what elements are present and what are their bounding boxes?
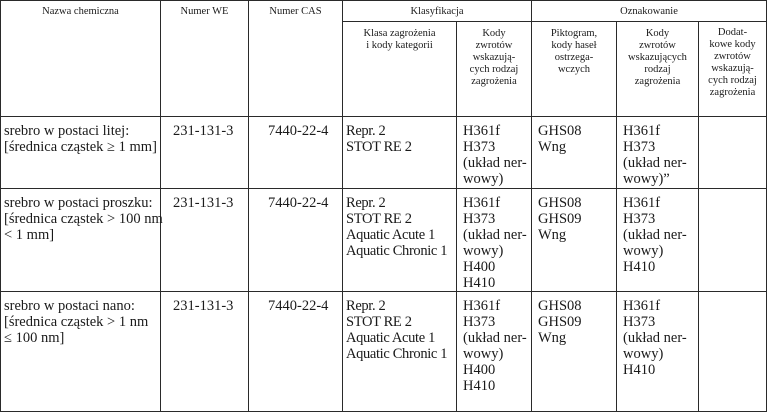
- text-line: kody haseł: [551, 40, 597, 51]
- text-line: kowe kody: [709, 39, 756, 50]
- cell-supplementary-codes: [699, 292, 767, 412]
- cell-hazard-class: [343, 189, 457, 292]
- text-line: Kody: [482, 28, 506, 39]
- text-line: H373: [623, 211, 656, 227]
- cell-label-statement-codes: [617, 117, 699, 189]
- text-line: Wng: [538, 139, 567, 155]
- text-line: Aquatic Acute 1: [346, 330, 435, 346]
- text-line: (układ ner-: [623, 227, 687, 243]
- text-line: wczych: [557, 64, 591, 75]
- text-line: H410: [463, 378, 496, 394]
- text-line: Piktogram,: [550, 28, 598, 39]
- table-row: [1, 117, 767, 189]
- text-line: Aquatic Acute 1: [346, 227, 435, 243]
- text-line: H410: [463, 275, 496, 291]
- cell-pictogram-signal-word: [532, 292, 617, 412]
- cell-hazard-statement-codes: [457, 117, 532, 189]
- text-line: H373: [623, 139, 656, 155]
- header-hazard-class: [343, 22, 457, 117]
- header-label-statement-codes: [617, 22, 699, 117]
- text-line: wowy): [623, 346, 664, 362]
- text-line: H410: [623, 362, 656, 378]
- text-line: < 1 mm]: [4, 227, 55, 243]
- text-line: H373: [463, 314, 496, 330]
- text-line: GHS08: [538, 298, 582, 314]
- text-line: STOT RE 2: [346, 211, 412, 227]
- cell-pictogram-signal-word: [532, 117, 617, 189]
- cell-hazard-statement-codes: [457, 189, 532, 292]
- text-line: srebro w postaci litej:: [4, 123, 130, 139]
- text-line: H361f: [463, 298, 501, 314]
- cell-hazard-class: [343, 117, 457, 189]
- text-line: wowy)”: [623, 171, 670, 187]
- cell-pictogram-signal-word: [532, 189, 617, 292]
- cell-chemical-name: [1, 189, 161, 292]
- text-line: zagrożenia: [471, 76, 517, 87]
- text-line: srebro w postaci nano:: [4, 298, 135, 314]
- text-line: (układ ner-: [623, 330, 687, 346]
- text-line: Aquatic Chronic 1: [346, 346, 448, 362]
- text-line: (układ ner-: [623, 155, 687, 171]
- header-ec-number: Numer WE: [161, 1, 249, 117]
- text-line: GHS09: [538, 314, 582, 330]
- text-line: wskazują-: [472, 52, 516, 63]
- cell-cas-number: 7440-22-4: [249, 292, 343, 412]
- text-line: (układ ner-: [463, 330, 527, 346]
- header-pictogram-signal-word: [532, 22, 617, 117]
- text-line: H361f: [463, 123, 501, 139]
- text-line: wskazują-: [711, 63, 754, 74]
- text-line: wowy): [463, 346, 504, 362]
- text-line: [średnica cząstek ≥ 1 mm]: [4, 139, 157, 155]
- text-line: H361f: [463, 195, 501, 211]
- text-line: zagrożenia: [709, 87, 756, 98]
- header-chemical-name: Nazwa chemiczna: [1, 1, 161, 117]
- text-line: Repr. 2: [346, 298, 386, 314]
- text-line: zagrożenia: [634, 76, 681, 87]
- text-line: GHS08: [538, 123, 582, 139]
- text-line: cych rodzaj: [708, 75, 757, 86]
- text-line: H361f: [623, 195, 661, 211]
- cell-ec-number: 231-131-3: [161, 117, 249, 189]
- text-line: wskazujących: [628, 52, 687, 63]
- header-supplementary-codes: [699, 22, 767, 117]
- text-line: H400: [463, 259, 496, 275]
- text-line: i kody kategorii: [366, 40, 433, 51]
- text-line: Dodat-: [717, 27, 748, 38]
- text-line: [średnica cząstek > 100 nm: [4, 211, 163, 227]
- text-line: ostrzega-: [554, 52, 594, 63]
- header-hazard-statement-codes: [457, 22, 532, 117]
- text-line: H410: [623, 259, 656, 275]
- text-line: srebro w postaci proszku:: [4, 195, 153, 211]
- text-line: zwrotów: [639, 40, 676, 51]
- text-line: [średnica cząstek > 1 nm: [4, 314, 149, 330]
- cell-hazard-class: [343, 292, 457, 412]
- text-line: Repr. 2: [346, 123, 386, 139]
- table-row: [1, 189, 767, 292]
- text-line: wowy): [623, 243, 664, 259]
- cell-supplementary-codes: [699, 189, 767, 292]
- text-line: H373: [463, 139, 496, 155]
- text-line: H373: [623, 314, 656, 330]
- cell-chemical-name: [1, 117, 161, 189]
- header-labelling: Oznakowanie: [532, 1, 767, 22]
- cell-chemical-name: [1, 292, 161, 412]
- text-line: Klasa zagrożenia: [363, 28, 436, 39]
- text-line: zwrotów: [475, 40, 513, 51]
- text-line: STOT RE 2: [346, 139, 412, 155]
- cell-label-statement-codes: [617, 292, 699, 412]
- header-classification: Klasyfikacja: [343, 1, 532, 22]
- text-line: wowy): [463, 243, 504, 259]
- cell-ec-number: 231-131-3: [161, 292, 249, 412]
- cell-cas-number: 7440-22-4: [249, 189, 343, 292]
- text-line: wowy): [463, 171, 504, 187]
- cell-supplementary-codes: [699, 117, 767, 189]
- text-line: STOT RE 2: [346, 314, 412, 330]
- text-line: H373: [463, 211, 496, 227]
- cell-label-statement-codes: [617, 189, 699, 292]
- text-line: (układ ner-: [463, 227, 527, 243]
- text-line: Wng: [538, 330, 567, 346]
- text-line: ≤ 100 nm]: [4, 330, 65, 346]
- table-row: [1, 292, 767, 412]
- text-line: (układ ner-: [463, 155, 527, 171]
- cell-cas-number: 7440-22-4: [249, 117, 343, 189]
- text-line: Kody: [645, 28, 670, 39]
- text-line: Aquatic Chronic 1: [346, 243, 448, 259]
- text-line: rodzaj: [644, 64, 671, 75]
- text-line: H361f: [623, 298, 661, 314]
- text-line: GHS08: [538, 195, 582, 211]
- cell-ec-number: 231-131-3: [161, 189, 249, 292]
- text-line: zwrotów: [714, 51, 751, 62]
- text-line: H361f: [623, 123, 661, 139]
- text-line: GHS09: [538, 211, 582, 227]
- text-line: H400: [463, 362, 496, 378]
- text-line: cych rodzaj: [469, 64, 519, 75]
- text-line: Wng: [538, 227, 567, 243]
- text-line: Repr. 2: [346, 195, 386, 211]
- cell-hazard-statement-codes: [457, 292, 532, 412]
- table-body: [1, 117, 767, 412]
- header-cas-number: Numer CAS: [249, 1, 343, 117]
